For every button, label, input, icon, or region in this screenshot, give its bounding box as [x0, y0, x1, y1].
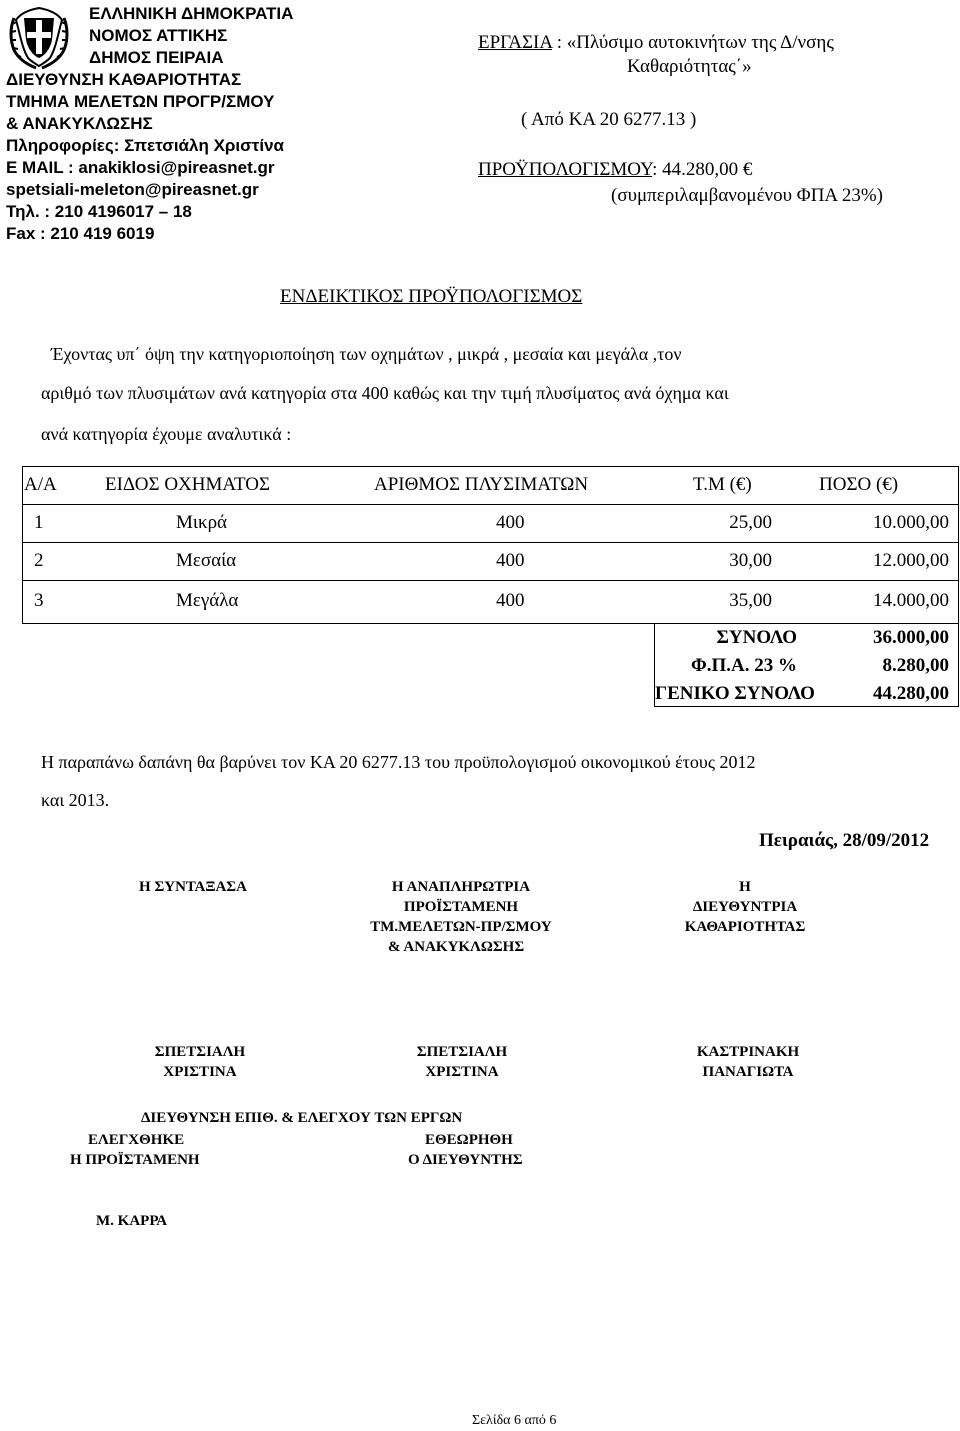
project-title: [478, 32, 834, 54]
grand-total-value: 44.280,00: [873, 683, 949, 704]
project-label: ΕΡΓΑΣΙΑ: [478, 32, 552, 53]
unit-price: 25,00: [729, 512, 772, 533]
header-line: ΕΛΛΗΝΙΚΗ ΔΗΜΟΚΡΑΤΙΑ: [89, 4, 294, 23]
sig-line: ΚΑΘΑΡΙΟΤΗΤΑΣ: [684, 919, 806, 935]
vehicle-type: Μικρά: [176, 512, 228, 533]
sig-line: ΣΠΕΤΣΙΑΛΗ: [416, 1044, 508, 1060]
sig-line: Η ΣΥΝΤΑΞΑΣΑ: [139, 879, 247, 895]
signatory-name-deputy-head: [374, 1042, 550, 1082]
issuer-header: [89, 3, 293, 69]
control-approved: ΕΘΕΩΡΗΘΗ: [425, 1132, 513, 1148]
sig-line: ΠΑΝΑΓΙΩΤΑ: [702, 1064, 794, 1080]
row-number: 3: [34, 590, 44, 611]
table-header-amount: ΠΟΣΟ (€): [819, 474, 899, 495]
sig-line: & ΑΝΑΚΥΚΛΩΣΗΣ: [388, 939, 525, 955]
grand-total-label: ΓΕΝΙΚΟ ΣΥΝΟΛΟ: [655, 683, 815, 704]
page-footer: Σελίδα 6 από 6: [472, 1413, 557, 1428]
project-budget: [478, 159, 752, 181]
sig-line: ΤΜ.ΜΕΛΕΤΩΝ-ΠΡ/ΣΜΟΥ: [370, 919, 552, 935]
row-number: 1: [34, 512, 44, 533]
budget-value: : 44.280,00 €: [652, 159, 753, 180]
charge-note-cont: και 2013.: [41, 790, 110, 810]
sig-line: ΧΡΙΣΤΙΝΑ: [163, 1064, 237, 1080]
table-header-unit-price: Τ.Μ (€): [693, 474, 752, 495]
signatory-name-director: [660, 1042, 836, 1082]
line-amount: 14.000,00: [873, 590, 949, 611]
total-label: ΣΥΝΟΛΟ: [716, 627, 797, 648]
sig-line: Η: [739, 879, 751, 895]
intro-line: ανά κατηγορία έχουμε αναλυτικά :: [41, 424, 292, 444]
place-date: Πειραιάς, 28/09/2012: [759, 830, 930, 851]
budget-label: ΠΡΟΫΠΟΛΟΓΙΣΜΟΥ: [478, 159, 653, 180]
control-heading: ΔΙΕΥΘΥΝΣΗ ΕΠΙΘ. & ΕΛΕΓΧΟΥ ΤΩΝ ΕΡΓΩΝ: [141, 1110, 463, 1126]
project-ka: ( Από ΚΑ 20 6277.13 ): [521, 109, 697, 130]
wash-count: 400: [496, 512, 525, 533]
header-line: ΝΟΜΟΣ ΑΤΤΙΚΗΣ: [89, 26, 228, 45]
unit-price: 35,00: [729, 590, 772, 611]
project-title-line2: Καθαριότητας΄»: [627, 56, 752, 77]
line-amount: 10.000,00: [873, 512, 949, 533]
sig-line: ΚΑΣΤΡΙΝΑΚΗ: [696, 1044, 800, 1060]
sig-line: Η ΑΝΑΠΛΗΡΩΤΡΙΑ: [391, 879, 531, 895]
issuer-department: [6, 69, 284, 245]
control-head: Η ΠΡΟΪΣΤΑΜΕΝΗ: [70, 1152, 200, 1168]
wash-count: 400: [496, 550, 525, 571]
vehicle-type: Μεγάλα: [176, 590, 239, 611]
table-header-aa: Α/Α: [24, 474, 57, 495]
signatory-title-deputy-head: [368, 877, 554, 957]
signatory-name-author: [112, 1042, 288, 1082]
sig-line: ΠΡΟΪΣΤΑΜΕΝΗ: [403, 899, 519, 915]
coat-of-arms-emblem: [6, 4, 72, 70]
intro-line: Έχοντας υπ΄ όψη την κατηγοριοποίηση των οχημάτων , μικρά , μεσαία και μεγάλα ,τον: [51, 344, 682, 364]
header-line: Πληροφορίες: Σπετσιάλη Χριστίνα: [6, 136, 284, 155]
header-line: Τηλ. : 210 4196017 – 18: [6, 202, 192, 221]
signatory-title-director: [660, 877, 830, 937]
wash-count: 400: [496, 590, 525, 611]
project-title-line1: : «Πλύσιμο αυτοκινήτων της Δ/νσης: [552, 32, 834, 53]
header-line: & ΑΝΑΚΥΚΛΩΣΗΣ: [6, 114, 153, 133]
signatory-title-author: [100, 877, 286, 897]
unit-price: 30,00: [729, 550, 772, 571]
row-number: 2: [34, 550, 44, 571]
control-checked: ΕΛΕΓΧΘΗΚΕ: [88, 1132, 185, 1148]
header-line: ΤΜΗΜΑ ΜΕΛΕΤΩΝ ΠΡΟΓΡ/ΣΜΟΥ: [6, 92, 275, 111]
sig-line: ΣΠΕΤΣΙΑΛΗ: [154, 1044, 246, 1060]
vat-label: Φ.Π.Α. 23 %: [690, 655, 797, 676]
header-line: ΔΙΕΥΘΥΝΣΗ ΚΑΘΑΡΙΟΤΗΤΑΣ: [6, 70, 242, 89]
header-line: Fax : 210 419 6019: [6, 224, 155, 243]
charge-note: Η παραπάνω δαπάνη θα βαρύνει τον ΚΑ 20 6277.13 του προϋπολογισμού οικονομικού έτους 2012: [41, 752, 756, 772]
header-line: spetsiali-meleton@pireasnet.gr: [6, 180, 259, 199]
table-header-count: ΑΡΙΘΜΟΣ ΠΛΥΣΙΜΑΤΩΝ: [374, 474, 589, 495]
header-line: ΔΗΜΟΣ ΠΕΙΡΑΙΑ: [89, 48, 224, 67]
total-value: 36.000,00: [873, 627, 949, 648]
header-line: E MAIL : anakiklosi@pireasnet.gr: [6, 158, 275, 177]
vat-note: (συμπεριλαμβανομένου ΦΠΑ 23%): [611, 185, 883, 206]
control-name: Μ. ΚΑΡΡΑ: [96, 1213, 168, 1229]
line-amount: 12.000,00: [873, 550, 949, 571]
sig-line: ΔΙΕΥΘΥΝΤΡΙΑ: [692, 899, 798, 915]
control-director: Ο ΔΙΕΥΘΥΝΤΗΣ: [408, 1152, 523, 1168]
intro-line: αριθμό των πλυσιμάτων ανά κατηγορία στα 400 καθώς και την τιμή πλυσίματος ανά όχημα και: [41, 383, 729, 403]
vat-value: 8.280,00: [882, 655, 949, 676]
sig-line: ΧΡΙΣΤΙΝΑ: [425, 1064, 499, 1080]
section-title: ΕΝΔΕΙΚΤΙΚΟΣ ΠΡΟΫΠΟΛΟΓΙΣΜΟΣ: [280, 286, 583, 307]
table-header-type: ΕΙΔΟΣ ΟΧΗΜΑΤΟΣ: [105, 474, 271, 495]
vehicle-type: Μεσαία: [176, 550, 237, 571]
